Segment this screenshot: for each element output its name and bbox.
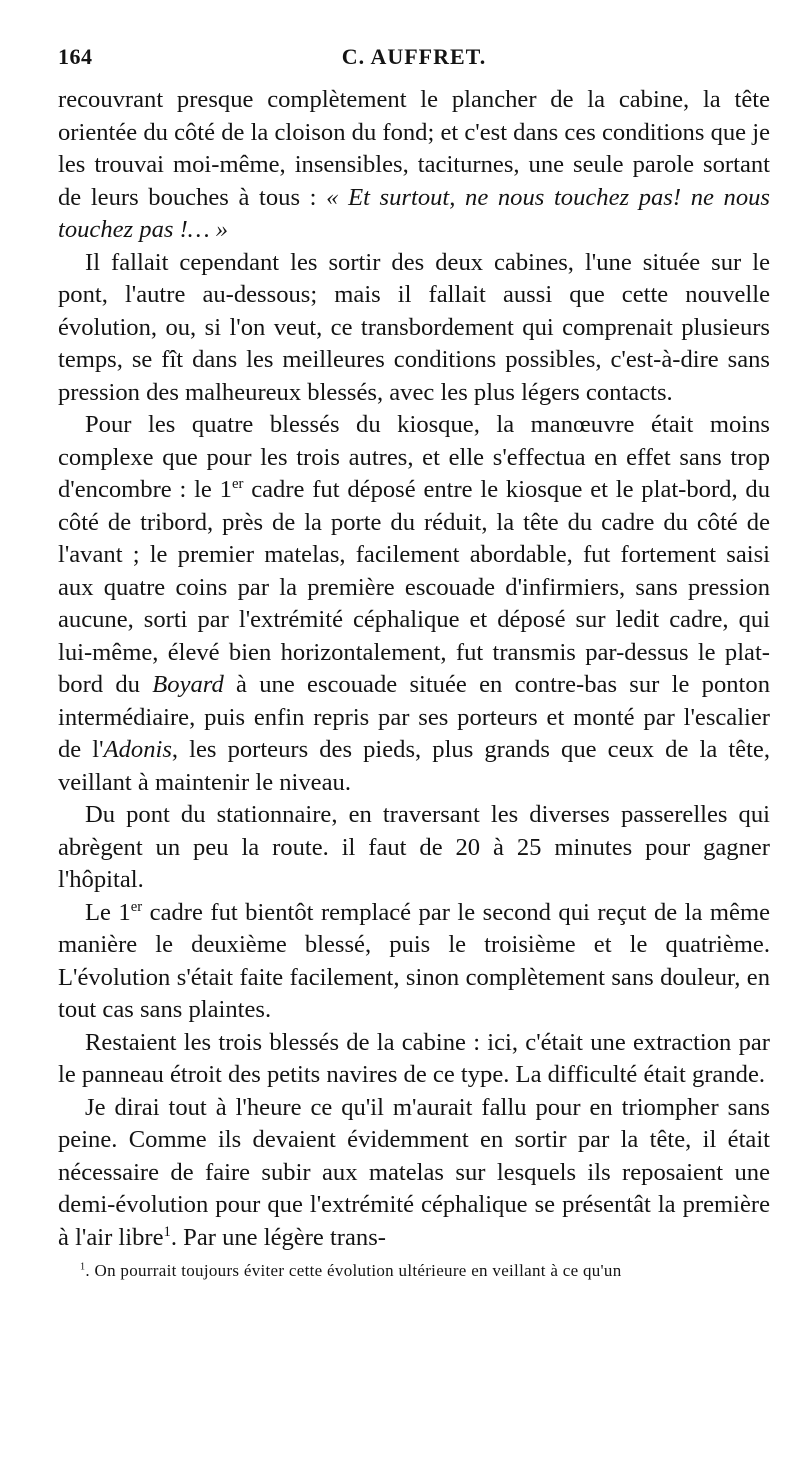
paragraph-p2 — [58, 247, 770, 410]
text-run: Je dirai tout à l'heure ce qu'il m'aurait fallu pour en triompher sans peine. Comme ils devaient évidemment en sortir par la tête, il était nécessaire de faire subir aux matelas sur lesquels ils reposaient une demi-évolution pour que l'extrémité céphalique se présentât la première à l'air libre — [58, 1093, 770, 1251]
body-text — [58, 84, 770, 1254]
page-header — [58, 44, 770, 84]
paragraph-p4 — [58, 799, 770, 897]
text-run: , les porteurs des pieds, plus grands que ceux de la tête, veillant à maintenir le niveau. — [58, 736, 770, 796]
text-run: Le 1 — [85, 898, 131, 926]
superscript-text: er — [130, 898, 143, 915]
paragraph-p3 — [58, 409, 770, 799]
book-page — [58, 44, 770, 1282]
text-run: à une escouade située en contre-bas sur le ponton intermédiaire, puis enfin repris par ses porteurs et monté par l'escalier de l' — [58, 671, 770, 763]
text-run: cadre fut bientôt remplacé par le second qui reçut de la même manière le deuxième blessé, puis le troisième et le quatrième. L'évolution s'était faite facilement, sinon complètement sans douleur, en tout cas sans plaintes. — [58, 898, 770, 1023]
paragraph-p6 — [58, 1027, 770, 1092]
page-number: 164 — [58, 44, 93, 69]
italic-text: « Et surtout, ne nous touchez pas! ne nous touchez pas !… » — [58, 183, 770, 243]
text-run: Pour les quatre blessés du kiosque, la manœuvre était moins complexe que pour les trois autres, et elle s'effectua en effet sans trop d'encombre : le 1 — [58, 411, 770, 503]
superscript-text: er — [231, 475, 244, 492]
footnote — [58, 1260, 770, 1282]
footnote-marker: 1 — [80, 1261, 86, 1273]
text-run: cadre fut déposé entre le kiosque et le plat-bord, du côté de tribord, près de la porte du réduit, la tête du cadre du côté de l'avant ; le premier matelas, facilement abordable, fut fortement saisi aux quatre coins par la première escouade d'infirmiers, sans pression aucune, sorti par l'extrémité céphalique et déposé sur ledit cadre, qui lui-même, élevé bien horizontalement, fut transmis par-dessus le plat-bord du — [58, 476, 770, 698]
text-run: Il fallait cependant les sortir des deux cabines, l'une située sur le pont, l'autre au-dessous; mais il fallait aussi que cette nouvelle évolution, ou, si l'on veut, ce transbordement qui comprenait plusieurs temps, se fît dans les meilleures conditions possibles, c'est-à-dire sans pression des malheureux blessés, avec les plus légers contacts. — [58, 248, 770, 406]
footnote-text: . On pourrait toujours éviter cette évolution ultérieure en veillant à ce qu'un — [85, 1261, 622, 1280]
paragraph-p5 — [58, 897, 770, 1027]
text-run: Du pont du stationnaire, en traversant les diverses passerelles qui abrègent un peu la route. il faut de 20 à 25 minutes pour gagner l'hôpital. — [58, 801, 770, 893]
italic-text: Boyard — [152, 671, 224, 698]
text-run: recouvrant presque complètement le plancher de la cabine, la tête orientée du côté de la cloison du fond; et c'est dans ces conditions que je les trouvai moi-même, insensibles, taciturnes, une seule parole sortant de leurs bouches à tous : — [58, 86, 770, 211]
superscript-text: 1 — [163, 1223, 171, 1240]
text-run: Restaient les trois blessés de la cabine : ici, c'était une extraction par le panneau étroit des petits navires de ce type. La difficulté était grande. — [58, 1028, 770, 1088]
paragraph-p1 — [58, 84, 770, 247]
text-run: . Par une légère trans- — [170, 1223, 386, 1251]
paragraph-p7 — [58, 1092, 770, 1255]
running-head: C. AUFFRET. — [341, 44, 487, 69]
italic-text: Adonis — [103, 736, 172, 763]
